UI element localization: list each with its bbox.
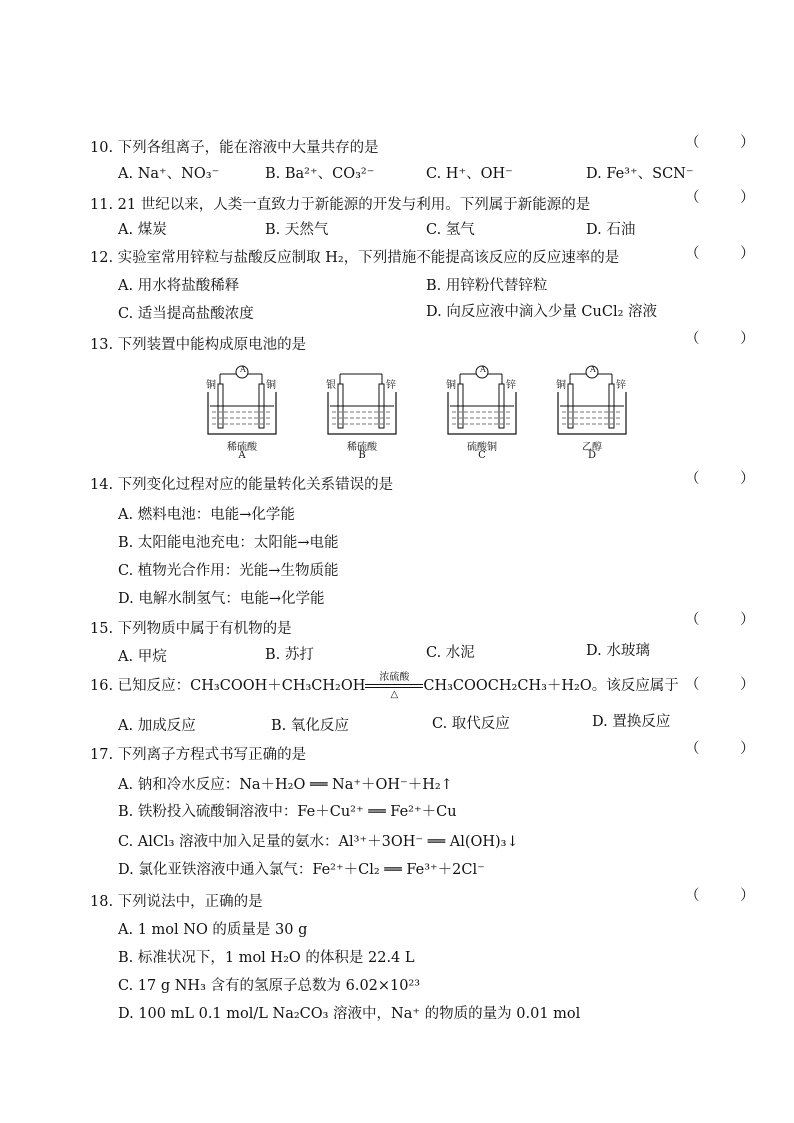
q18-option-d[interactable]: D. 100 mL 0.1 mol/L Na₂CO₃ 溶液中，Na⁺ 的物质的量为 0.01 mol xyxy=(118,1006,581,1022)
q16-option-d[interactable]: D. 置换反应 xyxy=(592,714,671,730)
answer-blank-17[interactable]: （ ） xyxy=(685,741,773,757)
question-15-stem: 15. 下列物质中属于有机物的是 xyxy=(90,621,292,637)
question-10-stem: 10. 下列各组离子，能在溶液中大量共存的是 xyxy=(90,140,379,156)
left-electrode-label: 铜 xyxy=(556,380,566,391)
right-electrode-label: 锌 xyxy=(506,380,516,391)
answer-blank-14[interactable]: （ ） xyxy=(685,471,773,487)
question-16-stem xyxy=(90,672,679,700)
answer-blank-11[interactable]: （ ） xyxy=(685,190,773,206)
right-electrode-label: 锌 xyxy=(386,380,396,391)
q17-option-a[interactable]: A. 钠和冷水反应：Na＋H₂O ══ Na⁺＋OH⁻＋H₂↑ xyxy=(118,777,453,793)
ammeter-label: A xyxy=(590,365,596,374)
q18-option-a[interactable]: A. 1 mol NO 的质量是 30 g xyxy=(118,922,308,938)
q11-option-c[interactable]: C. 氢气 xyxy=(426,222,475,238)
q10-option-d[interactable]: D. Fe³⁺、SCN⁻ xyxy=(586,166,694,182)
cell-letter: C xyxy=(478,450,486,461)
q16-option-a[interactable]: A. 加成反应 xyxy=(118,718,196,734)
q15-option-d[interactable]: D. 水玻璃 xyxy=(586,643,650,659)
q12-option-d[interactable]: D. 向反应液中滴入少量 CuCl₂ 溶液 xyxy=(426,304,658,320)
q17-option-c[interactable]: C. AlCl₃ 溶液中加入足量的氨水：Al³⁺＋3OH⁻ ══ Al(OH)₃↓ xyxy=(118,834,519,850)
q17-option-d[interactable]: D. 氯化亚铁溶液中通入氯气：Fe²⁺＋Cl₂ ══ Fe³⁺＋2Cl⁻ xyxy=(118,862,485,878)
solution-label: 稀硫酸 xyxy=(347,442,377,453)
q10-option-b[interactable]: B. Ba²⁺、CO₃²⁻ xyxy=(265,166,375,182)
q16-option-b[interactable]: B. 氧化反应 xyxy=(271,718,349,734)
q12-option-a[interactable]: A. 用水将盐酸稀释 xyxy=(118,278,240,294)
question-14-stem: 14. 下列变化过程对应的能量转化关系错误的是 xyxy=(90,477,394,493)
question-12-stem: 12. 实验室常用锌粒与盐酸反应制取 H₂，下列措施不能提高该反应的反应速率的是 xyxy=(90,250,620,266)
answer-blank-10[interactable]: （ ） xyxy=(685,135,773,151)
q16-option-c[interactable]: C. 取代反应 xyxy=(432,716,510,732)
q15-option-b[interactable]: B. 苏打 xyxy=(265,647,314,663)
q12-option-b[interactable]: B. 用锌粉代替锌粒 xyxy=(426,278,548,294)
right-electrode-label: 锌 xyxy=(616,380,626,391)
q14-option-d[interactable]: D. 电解水制氢气：电能→化学能 xyxy=(118,591,325,607)
answer-blank-12[interactable]: （ ） xyxy=(685,246,773,262)
solution-label: 稀硫酸 xyxy=(227,442,257,453)
q11-option-a[interactable]: A. 煤炭 xyxy=(118,222,167,238)
q10-option-a[interactable]: A. Na⁺、NO₃⁻ xyxy=(118,166,220,182)
q14-option-a[interactable]: A. 燃料电池：电能→化学能 xyxy=(118,507,295,523)
q16-stem-part2: CH₃COOCH₂CH₃＋H₂O。该反应属于 xyxy=(423,678,679,694)
q14-option-b[interactable]: B. 太阳能电池充电：太阳能→电能 xyxy=(118,535,339,551)
left-electrode-label: 铜 xyxy=(206,380,216,391)
q17-option-b[interactable]: B. 铁粉投入硫酸铜溶液中：Fe＋Cu²⁺ ══ Fe²⁺＋Cu xyxy=(118,804,457,820)
answer-blank-16[interactable]: （ ） xyxy=(685,677,773,693)
cell-b[interactable] xyxy=(320,362,410,462)
question-18-stem: 18. 下列说法中，正确的是 xyxy=(90,894,263,910)
galvanic-cell-diagrams xyxy=(200,362,660,462)
cell-letter: A xyxy=(238,450,246,461)
q10-option-c[interactable]: C. H⁺、OH⁻ xyxy=(426,166,513,182)
q14-option-c[interactable]: C. 植物光合作用：光能→生物质能 xyxy=(118,563,339,579)
ammeter-label: A xyxy=(240,365,246,374)
answer-blank-13[interactable]: （ ） xyxy=(685,331,773,347)
cell-d[interactable] xyxy=(550,362,640,462)
answer-blank-15[interactable]: （ ） xyxy=(685,612,773,628)
right-electrode-label: 铜 xyxy=(266,380,276,391)
reaction-condition xyxy=(365,672,423,700)
question-17-stem: 17. 下列离子方程式书写正确的是 xyxy=(90,747,307,763)
equilibrium-sign xyxy=(365,684,423,688)
q18-option-c[interactable]: C. 17 g NH₃ 含有的氢原子总数为 6.02×10²³ xyxy=(118,978,421,994)
ammeter-label: A xyxy=(480,365,486,374)
condition-heat: △ xyxy=(390,689,399,700)
cell-letter: D xyxy=(587,450,597,461)
left-electrode-label: 银 xyxy=(326,380,336,391)
q11-option-b[interactable]: B. 天然气 xyxy=(265,222,329,238)
cell-c[interactable] xyxy=(440,362,530,462)
question-11-stem: 11. 21 世纪以来，人类一直致力于新能源的开发与利用。下列属于新能源的是 xyxy=(90,197,591,213)
solution-label: 乙醇 xyxy=(582,442,602,453)
answer-blank-18[interactable]: （ ） xyxy=(685,888,773,904)
cell-a[interactable] xyxy=(200,362,290,462)
cell-letter: B xyxy=(358,450,366,461)
question-13-stem: 13. 下列装置中能构成原电池的是 xyxy=(90,337,307,353)
q15-option-c[interactable]: C. 水泥 xyxy=(426,645,475,661)
q11-option-d[interactable]: D. 石油 xyxy=(586,222,636,238)
left-electrode-label: 铜 xyxy=(446,380,456,391)
q16-stem-part1: 16. 已知反应：CH₃COOH＋CH₃CH₂OH xyxy=(90,678,366,694)
solution-label: 硫酸铜 xyxy=(467,442,497,453)
q15-option-a[interactable]: A. 甲烷 xyxy=(118,649,167,665)
q12-option-c[interactable]: C. 适当提高盐酸浓度 xyxy=(118,306,254,322)
q18-option-b[interactable]: B. 标准状况下，1 mol H₂O 的体积是 22.4 L xyxy=(118,950,415,966)
condition-catalyst: 浓硫酸 xyxy=(379,672,410,683)
